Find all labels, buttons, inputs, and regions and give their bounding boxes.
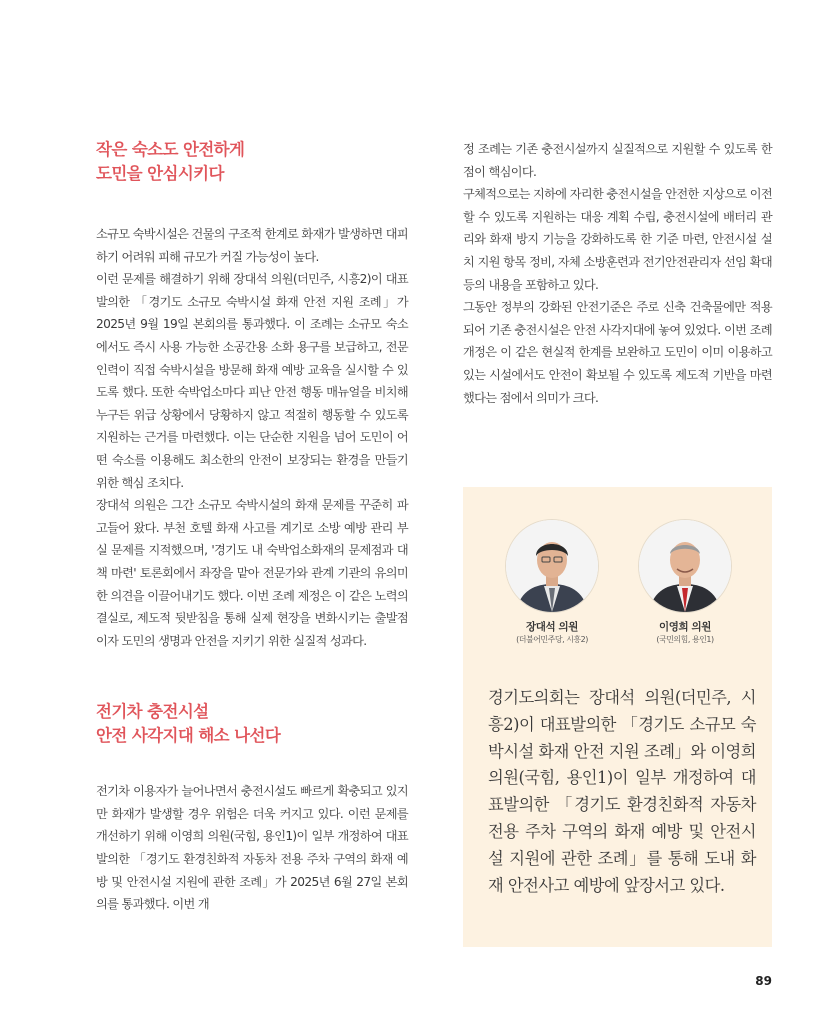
section1-heading-line1: 작은 숙소도 안전하게 bbox=[96, 140, 245, 159]
profile-name: 이영희 의원 bbox=[659, 621, 711, 633]
section2-paragraph-right-1: 정 조례는 기존 충전시설까지 실질적으로 지원할 수 있도록 한 점이 핵심이다. bbox=[463, 142, 772, 179]
summary-box bbox=[463, 487, 772, 947]
portrait-photo bbox=[638, 519, 732, 613]
section2-paragraph-right-3: 그동안 정부의 강화된 안전기준은 주로 신축 건축물에만 적용되어 기존 충전시설은 안전 사각지대에 놓여 있었다. 이번 조례 개정은 이 같은 현실적 한계를 보완하고 도민이 이미 이용하고 있는 시설에서도 안전이 확보될 수 있도록 제도적 기반을 마련했다는 점에서 의미가 크다. bbox=[463, 300, 772, 405]
left-column bbox=[96, 138, 408, 916]
section1-heading bbox=[96, 138, 408, 186]
profile-name: 장대석 의원 bbox=[526, 621, 578, 633]
section1-paragraph-1: 소규모 숙박시설은 건물의 구조적 한계로 화재가 발생하면 대피하기 어려워 피해 규모가 커질 가능성이 높다. bbox=[96, 227, 408, 264]
section2-heading-line2: 안전 사각지대 해소 나선다 bbox=[96, 726, 281, 746]
right-column bbox=[463, 138, 772, 409]
section2-paragraph-right-2: 구체적으로는 지하에 자리한 충전시설을 안전한 지상으로 이전할 수 있도록 지원하는 대응 계획 수립, 충전시설에 배터리 관리와 화재 방지 기능을 강화하도록 한 기준 마련, 안전시설 설치 지원 항목 정비, 자체 소방훈련과 전기안전관리자 선임 확대 등의 내용을 포함하고 있다. bbox=[463, 187, 772, 292]
section1-heading-line2: 도민을 안심시키다 bbox=[96, 164, 224, 183]
section1-paragraph-3: 장대석 의원은 그간 소규모 숙박시설의 화재 문제를 꾸준히 파고들어 왔다. 부천 호텔 화재 사고를 계기로 소방 예방 관리 부실 문제를 지적했으며, '경기도 내 숙박업소화재의 문제점과 대책 마련' 토론회에서 좌장을 맡아 전문가와 관계 기관의 유의미한 의견을 이끌어내기도 했다. 이번 조례 제정은 이 같은 노력의 결실로, 제도적 뒷받침을 통해 실제 현장을 변화시키는 출발점이자 도민의 생명과 안전을 지키기 위한 실질적 성과다. bbox=[96, 498, 408, 648]
section2-heading bbox=[96, 700, 408, 748]
section2-heading-line1: 전기차 충전시설 bbox=[96, 702, 209, 722]
profile-jang bbox=[504, 519, 600, 646]
profile-party: (국민의힘, 용인1) bbox=[656, 635, 714, 644]
section1-paragraph-2: 이런 문제를 해결하기 위해 장대석 의원(더민주, 시흥2)이 대표발의한 「경기도 소규모 숙박시설 화재 안전 지원 조례」가 2025년 9월 19일 본회의를 통과했다. 이 조례는 소규모 숙소에서도 즉시 사용 가능한 소공간용 소화 용구를 보급하고, 전문 인력이 직접 숙박시설을 방문해 화재 예방 교육을 실시할 수 있도록 했다. 또한 숙박업소마다 피난 안전 행동 매뉴얼을 비치해 누구든 위급 상황에서 당황하지 않고 적절히 행동할 수 있도록 지원하는 근거를 마련했다. 이는 단순한 지원을 넘어 도민이 어떤 숙소를 이용해도 최소한의 안전이 보장되는 환경을 만들기 위한 핵심 조치다. bbox=[96, 272, 408, 490]
profile-party: (더불어민주당, 시흥2) bbox=[516, 635, 588, 644]
page-number: 89 bbox=[755, 974, 772, 988]
profile-lee bbox=[637, 519, 733, 646]
section2-paragraph-left: 전기차 이용자가 늘어나면서 충전시설도 빠르게 확충되고 있지만 화재가 발생할 경우 위험은 더욱 커지고 있다. 이런 문제를 개선하기 위해 이영희 의원(국힘, 용인1)이 일부 개정하여 대표발의한 「경기도 환경친화적 자동차 전용 주차 구역의 화재 예방 및 안전시설 지원에 관한 조례」가 2025년 6월 27일 본회의를 통과했다. 이번 개 bbox=[96, 784, 408, 912]
portrait-photo bbox=[505, 519, 599, 613]
summary-text: 경기도의회는 장대석 의원(더민주, 시흥2)이 대표발의한 「경기도 소규모 숙박시설 화재 안전 지원 조례」와 이영희 의원(국힘, 용인1)이 일부 개정하여 대표발의한 「경기도 환경친화적 자동차 전용 주차 구역의 화재 예방 및 안전시설 지원에 관한 조례」를 통해 도내 화재 안전사고 예방에 앞장서고 있다. bbox=[488, 688, 756, 895]
